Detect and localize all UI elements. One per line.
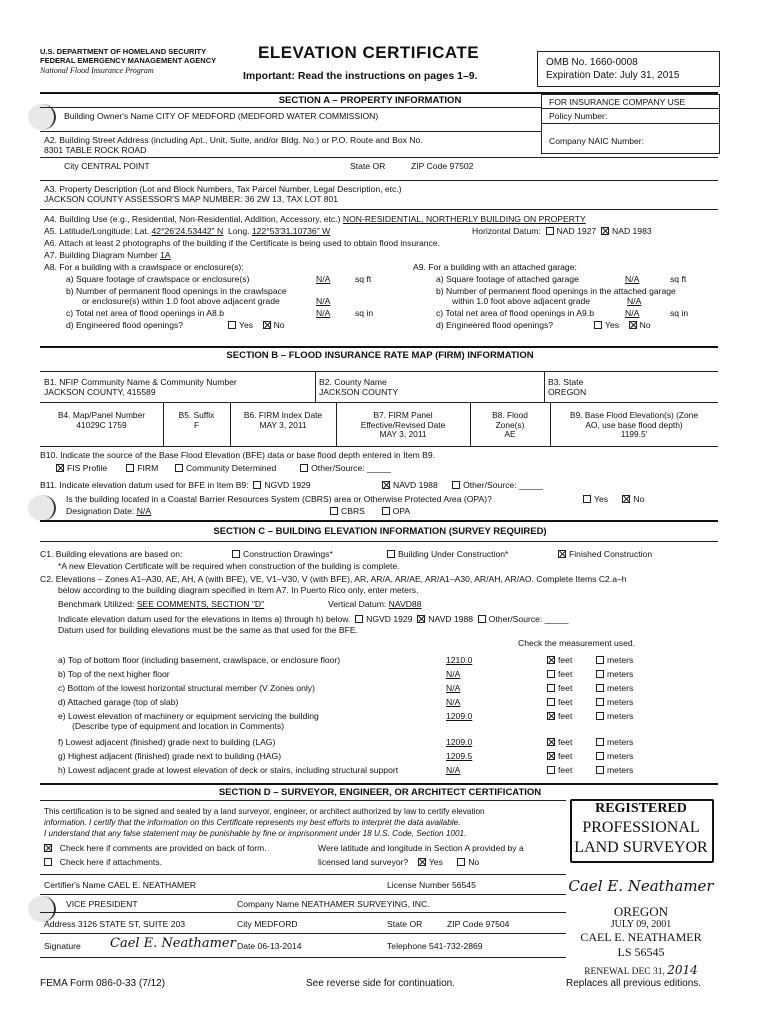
insurance-use-title: FOR INSURANCE COMPANY USE xyxy=(542,95,719,109)
a9d-options: Yes No xyxy=(594,320,651,330)
a8c-unit: sq in xyxy=(355,308,374,318)
page-subtitle: Important: Read the instructions on pages 1–9. xyxy=(243,70,478,82)
firm-checkbox[interactable] xyxy=(126,464,134,472)
c1-construction: Construction Drawings* xyxy=(232,549,333,559)
expiration-date: Expiration Date: July 31, 2015 xyxy=(546,70,680,81)
a9a-value: N/A xyxy=(625,274,640,284)
a5-horizontal-datum: Horizontal Datum: NAD 1927 NAD 1983 xyxy=(472,226,652,236)
measurement-options xyxy=(547,711,633,721)
meters-label: meters xyxy=(607,697,634,707)
a8d-yes-checkbox[interactable] xyxy=(228,321,236,329)
a9d-no-checkbox[interactable] xyxy=(629,321,637,329)
section-d-title: SECTION D – SURVEYOR, ENGINEER, OR ARCHITECT CERTIFICATION xyxy=(218,787,542,798)
feet-label: feet xyxy=(558,655,573,665)
meters-label: meters xyxy=(607,683,634,693)
elevation-value: 1209.5 xyxy=(446,751,473,761)
signature-label: Signature xyxy=(44,941,81,951)
feet-label: feet xyxy=(558,737,573,747)
b10-label: B10. Indicate the source of the Base Flood Elevation (BFE) data or base flood depth entered in Item B9. xyxy=(40,450,436,460)
b12-no-checkbox[interactable] xyxy=(622,495,630,503)
feet-checkbox[interactable] xyxy=(547,656,555,664)
a5-lat-long: A5. Latitude/Longitude: Lat. 42°26'24.53442" N Long. 122°53'31.10736" W xyxy=(44,226,331,236)
feet-checkbox[interactable] xyxy=(547,698,555,706)
measurement-options xyxy=(547,697,633,707)
measurement-options xyxy=(547,737,633,747)
stamp-renewal: RENEWAL DEC 31, 2014 xyxy=(584,963,698,977)
b10-options: FIS Profile FIRM Community Determined Other/Source: _____ xyxy=(56,463,391,473)
naic-number-label: Company NAIC Number: xyxy=(549,136,645,146)
feet-checkbox[interactable] xyxy=(547,738,555,746)
certifier-state: State OR xyxy=(387,919,423,929)
certifier-zip: ZIP Code 97504 xyxy=(447,919,510,929)
b7-cell: B7. FIRM Panel Effective/Revised Date MAY 3, 2011 xyxy=(360,410,446,439)
elevation-value: 1209.0 xyxy=(446,711,473,721)
measurement-options xyxy=(547,765,633,775)
feet-checkbox[interactable] xyxy=(547,712,555,720)
c1-label: C1. Building elevations are based on: xyxy=(40,549,183,559)
c2-label: C2. Elevations – Zones A1–A30, AE, AH, A (with BFE), VE, V1–V30, V (with BFE), AR, AR/A, AR/AE, AR/A1–A30, AR/AH, AR/AO. Complete Items C2.a–h xyxy=(40,574,627,584)
stamp-registered: REGISTERED xyxy=(595,801,687,816)
stamp-name: CAEL E. NEATHAMER xyxy=(580,930,702,944)
attachments-checkbox[interactable] xyxy=(44,858,52,866)
latlong-no-checkbox[interactable] xyxy=(457,858,465,866)
section-bar xyxy=(40,346,718,348)
c2-ngvd-checkbox[interactable] xyxy=(355,615,363,623)
a9d-label: d) Engineered flood openings? xyxy=(436,320,554,330)
a9c-value: N/A xyxy=(625,308,640,318)
section-bar xyxy=(40,783,718,785)
indicate-datum: Indicate elevation datum used for the elevations in items a) through h) below. NGVD 1929 NAVD 1988 Other/Source: _____ xyxy=(58,614,569,624)
insurance-use-box xyxy=(541,94,720,154)
stamp-professional: PROFESSIONAL xyxy=(582,819,700,836)
measurement-options xyxy=(547,655,633,665)
elevation-value: N/A xyxy=(446,697,461,707)
c2-label2: below according to the building diagram specified in Item A7. In Puerto Rico only, enter meters. xyxy=(58,585,419,595)
comments-checkbox[interactable] xyxy=(44,844,52,852)
b12-options: Yes No xyxy=(583,494,644,504)
check-measurement: Check the measurement used. xyxy=(518,638,636,648)
stamp-signature: Cael E. Neathamer xyxy=(568,877,714,895)
punch-hole xyxy=(28,495,56,521)
elevation-value: N/A xyxy=(446,669,461,679)
feet-checkbox[interactable] xyxy=(547,752,555,760)
b11-options: NAVD 1988 Other/Source: _____ xyxy=(382,480,543,490)
section-a-title: SECTION A – PROPERTY INFORMATION xyxy=(278,95,462,106)
b3-value: OREGON xyxy=(548,387,587,397)
meters-checkbox[interactable] xyxy=(596,766,604,774)
a8d-no-checkbox[interactable] xyxy=(263,321,271,329)
stamp-number: LS 56545 xyxy=(617,945,665,959)
a1-owner-name: Building Owner's Name CITY OF MEDFORD (MEDFORD WATER COMMISSION) xyxy=(64,111,379,121)
elevation-row-label: f) Lowest adjacent (finished) grade next to building (LAG) xyxy=(58,737,276,747)
b11-label: B11. Indicate elevation datum used for BFE in Item B9: NGVD 1929 xyxy=(40,480,311,490)
cert-text-3: I understand that any false statement may be punishable by fine or imprisonment under 18 U.S. Code, Section 1001. xyxy=(44,829,467,838)
under-construction-checkbox[interactable] xyxy=(387,550,395,558)
stamp-state: OREGON xyxy=(613,904,669,919)
feet-label: feet xyxy=(558,751,573,761)
meters-label: meters xyxy=(607,655,634,665)
meters-label: meters xyxy=(607,711,634,721)
elevation-value: N/A xyxy=(446,683,461,693)
a8-label: A8. For a building with a crawlspace or enclosure(s): xyxy=(44,262,244,272)
agency-name: FEDERAL EMERGENCY MANAGEMENT AGENCY xyxy=(40,56,217,65)
a8b-label2: or enclosure(s) within 1.0 foot above adjacent grade xyxy=(82,296,280,306)
a6-photos: A6. Attach at least 2 photographs of the building if the Certificate is being used to obtain flood insurance. xyxy=(44,238,441,248)
nad1983-checkbox[interactable] xyxy=(601,227,609,235)
attachments-check: Check here if attachments. xyxy=(44,857,162,867)
section-c-title: SECTION C – BUILDING ELEVATION INFORMATION (SURVEY REQUIRED) xyxy=(213,526,547,537)
b12-yes-checkbox[interactable] xyxy=(583,495,591,503)
a9-label: A9. For a building with an attached garage: xyxy=(413,262,577,272)
policy-number-label: Policy Number: xyxy=(549,111,608,121)
a8a-value: N/A xyxy=(316,274,331,284)
feet-label: feet xyxy=(558,711,573,721)
a9c-label: c) Total net area of flood openings in A9.b xyxy=(436,308,594,318)
meters-label: meters xyxy=(607,737,634,747)
a2-city: City CENTRAL POINT xyxy=(64,161,150,171)
feet-label: feet xyxy=(558,765,573,775)
latlong-question: Were latitude and longitude in Section A provided by a xyxy=(318,843,524,853)
latlong-yes-checkbox[interactable] xyxy=(418,858,426,866)
form-number: FEMA Form 086-0-33 (7/12) xyxy=(40,978,166,989)
a3-description: JACKSON COUNTY ASSESSOR'S MAP NUMBER: 36 2W 13, TAX LOT 801 xyxy=(44,194,339,204)
cbrs-opa-options: CBRS OPA xyxy=(330,506,410,516)
b1-label: B1. NFIP Community Name & Community Number xyxy=(44,377,237,387)
a8b-label: b) Number of permanent flood openings in the crawlspace xyxy=(66,286,287,296)
omb-box xyxy=(537,51,720,87)
a9b-label: b) Number of permanent flood openings in the attached garage xyxy=(436,286,676,296)
stamp-date: JULY 09, 2001 xyxy=(610,919,672,930)
finished-construction-checkbox[interactable] xyxy=(558,550,566,558)
feet-checkbox[interactable] xyxy=(547,670,555,678)
a9b-label2: within 1.0 foot above adjacent grade xyxy=(452,296,591,306)
stamp-land-surveyor: LAND SURVEYOR xyxy=(574,839,708,856)
benchmark: Benchmark Utilized: SEE COMMENTS, SECTION "D" xyxy=(58,599,265,609)
elevation-row-label: g) Highest adjacent (finished) grade next to building (HAG) xyxy=(58,751,282,761)
meters-checkbox[interactable] xyxy=(596,670,604,678)
a9a-label: a) Square footage of attached garage xyxy=(436,274,579,284)
elevation-row-label: b) Top of the next higher floor xyxy=(58,669,170,679)
b8-cell: B8. Flood Zone(s) AE xyxy=(492,410,528,439)
navd-checkbox[interactable] xyxy=(382,481,390,489)
replaces-note: Replaces all previous editions. xyxy=(566,978,702,989)
b11-other-checkbox[interactable] xyxy=(452,481,460,489)
designation-date: Designation Date: N/A xyxy=(66,506,152,516)
b1-value: JACKSON COUNTY, 415589 xyxy=(44,387,156,397)
meters-label: meters xyxy=(607,751,634,761)
measurement-options xyxy=(547,751,633,761)
b9-cell: B9. Base Flood Elevation(s) (Zone AO, use base flood depth) 1199.5' xyxy=(569,410,698,439)
omb-number: OMB No. 1660-0008 xyxy=(546,57,638,68)
a3-label: A3. Property Description (Lot and Block Numbers, Tax Parcel Number, Legal Description, etc.) xyxy=(44,184,402,194)
certifier-name: Certifier's Name CAEL E. NEATHAMER xyxy=(44,880,197,890)
meters-checkbox[interactable] xyxy=(596,738,604,746)
elevation-row-label: d) Attached garage (top of slab) xyxy=(58,697,179,707)
vertical-datum: Vertical Datum: NAVD88 xyxy=(328,599,422,609)
a2-label: A2. Building Street Address (including Apt., Unit, Suite, and/or Bldg. No.) or P.O. Route and Box No. xyxy=(44,135,423,145)
feet-label: feet xyxy=(558,697,573,707)
ngvd-checkbox[interactable] xyxy=(253,481,261,489)
section-b-title: SECTION B – FLOOD INSURANCE RATE MAP (FIRM) INFORMATION xyxy=(226,350,534,361)
continuation-note: See reverse side for continuation. xyxy=(306,978,455,989)
c1-finished: Finished Construction xyxy=(558,549,652,559)
elevation-value: 1210.0 xyxy=(446,655,473,665)
community-determined-checkbox[interactable] xyxy=(175,464,183,472)
signature: Cael E. Neathamer xyxy=(110,936,236,951)
elevation-row-label: h) Lowest adjacent grade at lowest elevation of deck or stairs, including structural support xyxy=(58,765,399,775)
nad1927-checkbox[interactable] xyxy=(546,227,554,235)
feet-checkbox[interactable] xyxy=(547,766,555,774)
meters-checkbox[interactable] xyxy=(596,752,604,760)
certifier-city: City MEDFORD xyxy=(237,919,298,929)
feet-label: feet xyxy=(558,683,573,693)
certifier-address: Address 3126 STATE ST, SUITE 203 xyxy=(44,919,186,929)
b3-label: B3. State xyxy=(548,377,584,387)
meters-checkbox[interactable] xyxy=(596,698,604,706)
datum-note: Datum used for building elevations must be the same as that used for the BFE. xyxy=(58,625,358,635)
fis-profile-checkbox[interactable] xyxy=(56,464,64,472)
b5-cell: B5. Suffix F xyxy=(178,410,215,430)
feet-checkbox[interactable] xyxy=(547,684,555,692)
a4-building-use: A4. Building Use (e.g., Residential, Non-Residential, Addition, Accessory, etc.) NON-RESIDENTIAL, NORTHERLY BUILDING ON PROPERTY xyxy=(44,214,586,224)
c1-under: Building Under Construction* xyxy=(387,549,508,559)
meters-label: meters xyxy=(607,669,634,679)
a8c-value: N/A xyxy=(316,308,331,318)
certifier-title: VICE PRESIDENT xyxy=(66,899,138,909)
a8c-label: c) Total net area of flood openings in A8.b xyxy=(66,308,224,318)
elevation-row-label: a) Top of bottom floor (including basement, crawlspace, or enclosure floor) xyxy=(58,655,341,665)
a9d-yes-checkbox[interactable] xyxy=(594,321,602,329)
agency-name: U.S. DEPARTMENT OF HOMELAND SECURITY xyxy=(40,47,207,56)
signature-date: Date 06-13-2014 xyxy=(237,941,302,951)
c2-other-checkbox[interactable] xyxy=(478,615,486,623)
b2-label: B2. County Name xyxy=(319,377,387,387)
a8d-options: Yes No xyxy=(228,320,285,330)
measurement-options xyxy=(547,683,633,693)
c1-note: *A new Elevation Certificate will be required when construction of the building is complete. xyxy=(58,561,400,571)
company-name: Company Name NEATHAMER SURVEYING, INC. xyxy=(237,899,430,909)
a9c-unit: sq in xyxy=(670,308,689,318)
meters-label: meters xyxy=(607,765,634,775)
comments-check: Check here if comments are provided on back of form. xyxy=(44,843,267,853)
surveyor-stamp xyxy=(566,795,716,975)
elevation-row-label: e) Lowest elevation of machinery or equipment servicing the building xyxy=(58,711,319,721)
b4-cell: B4. Map/Panel Number 41029C 1759 xyxy=(57,410,146,430)
a8d-label: d) Engineered flood openings? xyxy=(66,320,184,330)
elevation-value: 1209.0 xyxy=(446,737,473,747)
a2-zip: ZIP Code 97502 xyxy=(411,161,474,171)
b12-label: Is the building located in a Coastal Barrier Resources System (CBRS) area or Otherwise Protected Area (OPA)? xyxy=(66,494,492,504)
elevation-row-label: c) Bottom of the lowest horizontal structural member (V Zones only) xyxy=(58,683,315,693)
cert-text-1: This certification is to be signed and sealed by a land surveyor, engineer, or architect authorized by law to certify elevation xyxy=(44,807,485,816)
program-name: National Flood Insurance Program xyxy=(40,66,154,75)
meters-checkbox[interactable] xyxy=(596,712,604,720)
opa-checkbox[interactable] xyxy=(382,507,390,515)
page-title: ELEVATION CERTIFICATE xyxy=(258,43,480,62)
telephone: Telephone 541-732-2869 xyxy=(387,941,483,951)
construction-drawings-checkbox[interactable] xyxy=(232,550,240,558)
a8a-unit: sq ft xyxy=(355,274,372,284)
section-bar xyxy=(40,520,718,522)
measurement-options xyxy=(547,669,633,679)
b2-value: JACKSON COUNTY xyxy=(319,387,399,397)
a9b-value: N/A xyxy=(627,296,642,306)
a2-state: State OR xyxy=(350,161,386,171)
elevation-value: N/A xyxy=(446,765,461,775)
latlong-question-2: licensed land surveyor? Yes No xyxy=(318,857,480,867)
a2-address: 8301 TABLE ROCK ROAD xyxy=(44,145,147,155)
meters-checkbox[interactable] xyxy=(596,684,604,692)
c2-navd-checkbox[interactable] xyxy=(417,615,425,623)
b6-cell: B6. FIRM Index Date MAY 3, 2011 xyxy=(243,410,323,430)
cert-text-2: information. I certify that the information on this Certificate represents my best efforts to interpret the data available. xyxy=(44,818,461,827)
other-source-checkbox[interactable] xyxy=(300,464,308,472)
cbrs-checkbox[interactable] xyxy=(330,507,338,515)
elevation-row-sublabel: (Describe type of equipment and location in Comments) xyxy=(72,721,285,731)
meters-checkbox[interactable] xyxy=(596,656,604,664)
a9a-unit: sq ft xyxy=(670,274,687,284)
license-number: License Number 56545 xyxy=(387,880,476,890)
a8b-value: N/A xyxy=(316,296,331,306)
feet-label: feet xyxy=(558,669,573,679)
a7-diagram: A7. Building Diagram Number 1A xyxy=(44,250,171,260)
a8a-label: a) Square footage of crawlspace or enclosure(s) xyxy=(66,274,250,284)
